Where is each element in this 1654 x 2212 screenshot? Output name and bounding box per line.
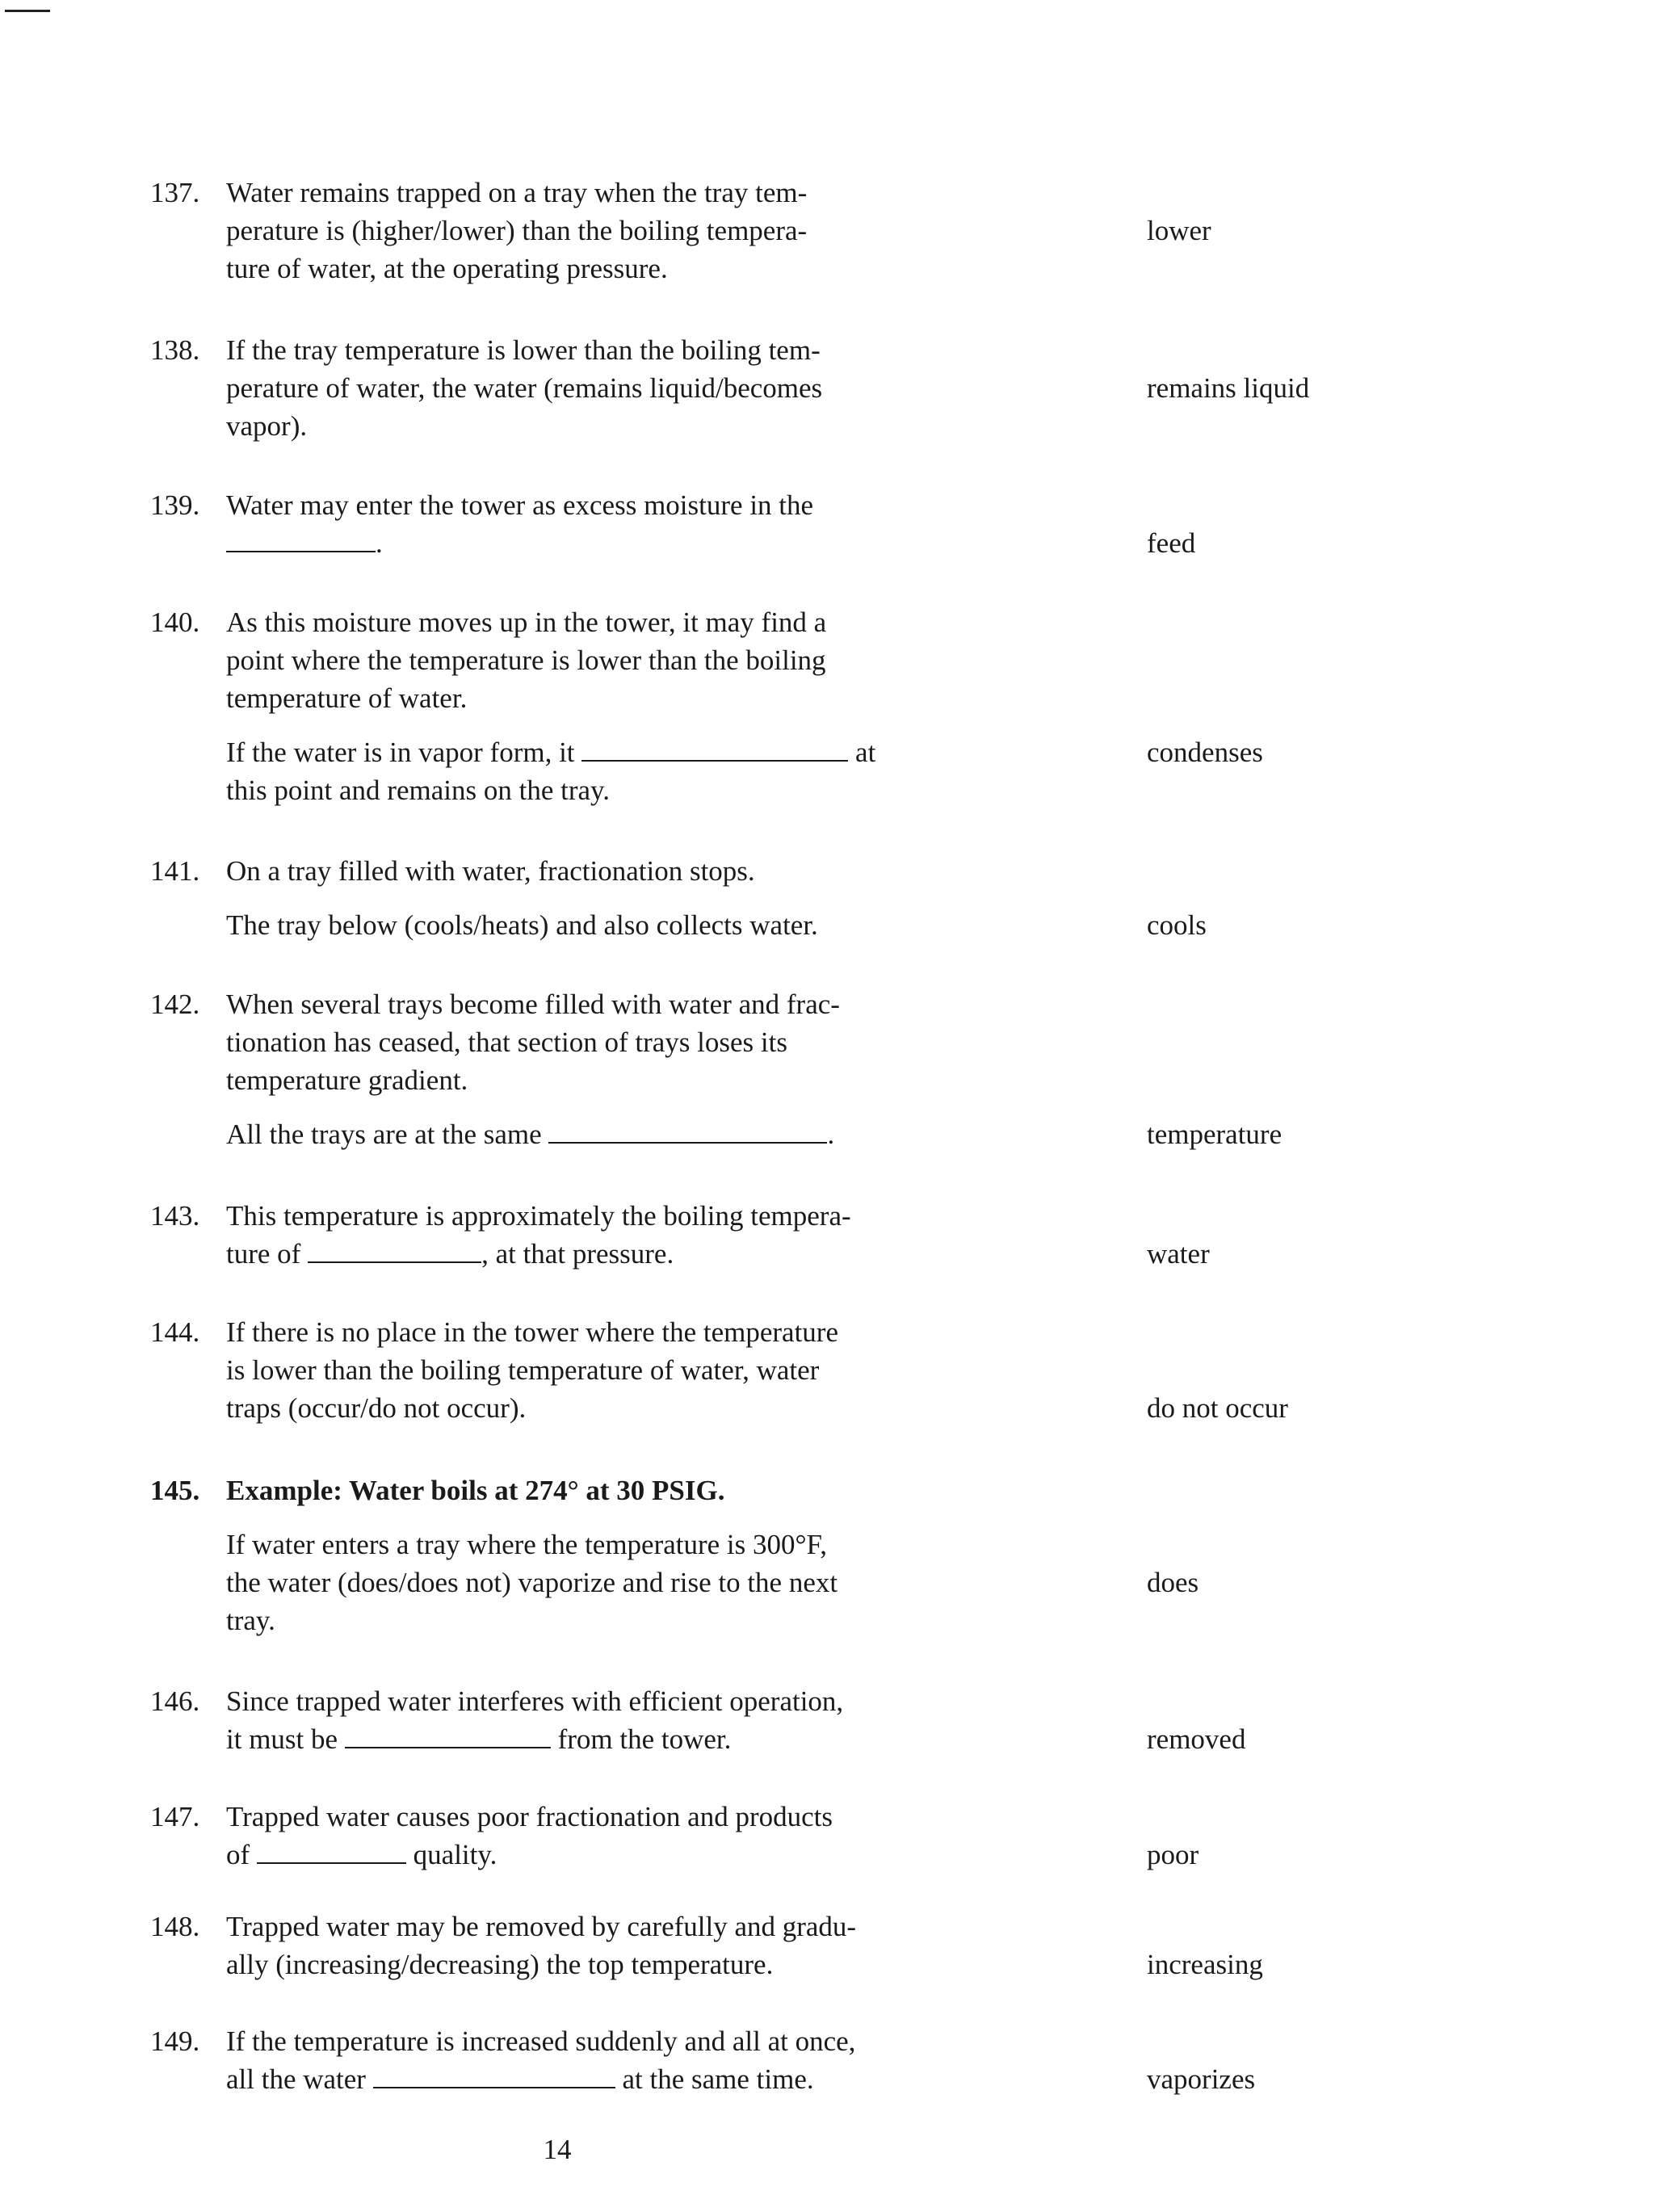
- answer-blank: [257, 1840, 406, 1864]
- text-line: ture of , at that pressure.: [226, 1238, 674, 1270]
- text-line: ture of water, at the operating pressure.: [226, 253, 668, 284]
- answer: do not occur: [1147, 1392, 1288, 1424]
- answer-blank: [548, 1119, 827, 1144]
- frame-text: [226, 1908, 981, 1983]
- answer: poor: [1147, 1839, 1199, 1870]
- page-number: 14: [543, 2134, 572, 2165]
- text-line: all the water at the same time.: [226, 2063, 814, 2095]
- text-line: the water (does/does not) vaporize and rise to the next: [226, 1567, 838, 1598]
- answer: cools: [1147, 909, 1207, 941]
- text-line: this point and remains on the tray.: [226, 774, 610, 806]
- text-line: tionation has ceased, that section of trays loses its: [226, 1026, 787, 1058]
- frame-text: [226, 985, 981, 1153]
- frame-text: [226, 486, 981, 562]
- text-line: Trapped water causes poor fractionation and products: [226, 1801, 833, 1832]
- answer: vaporizes: [1147, 2063, 1256, 2095]
- frame-number: 139.: [150, 489, 200, 521]
- answer: condenses: [1147, 737, 1263, 768]
- text-line: Since trapped water interferes with efficient operation,: [226, 1685, 844, 1717]
- text-line: vapor).: [226, 410, 308, 442]
- text-line: Water may enter the tower as excess moisture in the: [226, 489, 814, 521]
- text-line: If there is no place in the tower where the temperature: [226, 1316, 838, 1348]
- text-line: If water enters a tray where the temperature is 300°F,: [226, 1529, 827, 1560]
- text-line: If the water is in vapor form, it at: [226, 737, 876, 768]
- text-line: If the tray temperature is lower than the boiling tem-: [226, 334, 821, 366]
- answer: removed: [1147, 1723, 1246, 1755]
- text-line: All the trays are at the same .: [226, 1119, 835, 1150]
- frame-text: [226, 603, 981, 809]
- frame-text: [226, 331, 981, 445]
- text-line: temperature gradient.: [226, 1064, 468, 1096]
- text-line: perature is (higher/lower) than the boiling tempera-: [226, 215, 808, 246]
- text-line: point where the temperature is lower than the boiling: [226, 644, 826, 676]
- text-line: is lower than the boiling temperature of water, water: [226, 1354, 820, 1386]
- answer-blank: [373, 2064, 615, 2088]
- text-line: This temperature is approximately the boiling tempera-: [226, 1200, 851, 1232]
- answer-blank: [308, 1239, 481, 1263]
- frame-number: 142.: [150, 988, 200, 1020]
- frame-number: 137.: [150, 177, 200, 208]
- text-line: perature of water, the water (remains liquid/becomes: [226, 372, 823, 404]
- answer: remains liquid: [1147, 372, 1310, 404]
- frame-number: 148.: [150, 1911, 200, 1942]
- answer: water: [1147, 1238, 1210, 1270]
- frame-number: 147.: [150, 1801, 200, 1832]
- frame-text: [226, 852, 981, 944]
- text-line: .: [226, 524, 981, 562]
- text-line: The tray below (cools/heats) and also collects water.: [226, 909, 818, 941]
- frame-number: 141.: [150, 855, 200, 887]
- text-line: If the temperature is increased suddenly and all at once,: [226, 2025, 856, 2057]
- text-line: Water remains trapped on a tray when the tray tem-: [226, 177, 808, 208]
- frame-number: 143.: [150, 1200, 200, 1232]
- text-line: it must be from the tower.: [226, 1723, 732, 1755]
- frame-text: [226, 1471, 981, 1639]
- text-line: Trapped water may be removed by carefully and gradu-: [226, 1911, 857, 1942]
- frame-text: [226, 1197, 981, 1273]
- answer-blank: [581, 737, 848, 762]
- frame-text: [226, 174, 981, 288]
- answer: temperature: [1147, 1119, 1282, 1150]
- answer-blank: [226, 528, 376, 552]
- text-line: On a tray filled with water, fractionation stops.: [226, 855, 755, 887]
- frame-text: [226, 2022, 981, 2098]
- text-line: ally (increasing/decreasing) the top temperature.: [226, 1949, 774, 1980]
- frame-text: [226, 1682, 981, 1758]
- corner-scan-mark: [5, 10, 50, 12]
- text-line: tray.: [226, 1605, 275, 1636]
- frame-number: 145.: [150, 1475, 200, 1506]
- frame-number: 144.: [150, 1316, 200, 1348]
- answer: feed: [1147, 527, 1196, 559]
- frame-text: [226, 1313, 981, 1427]
- frame-number: 140.: [150, 607, 200, 638]
- answer: lower: [1147, 215, 1211, 246]
- frame-number: 146.: [150, 1685, 200, 1717]
- text-line: When several trays become filled with water and frac-: [226, 988, 840, 1020]
- example-heading: Example: Water boils at 274° at 30 PSIG.: [226, 1475, 725, 1506]
- answer: increasing: [1147, 1949, 1263, 1980]
- frame-number: 138.: [150, 334, 200, 366]
- answer-blank: [345, 1724, 551, 1748]
- text-line: As this moisture moves up in the tower, it may find a: [226, 607, 827, 638]
- answer: does: [1147, 1567, 1199, 1598]
- frame-text: [226, 1798, 981, 1874]
- text-line: of quality.: [226, 1839, 497, 1870]
- text-line: temperature of water.: [226, 682, 468, 714]
- text-line: traps (occur/do not occur).: [226, 1392, 527, 1424]
- frame-number: 149.: [150, 2025, 200, 2057]
